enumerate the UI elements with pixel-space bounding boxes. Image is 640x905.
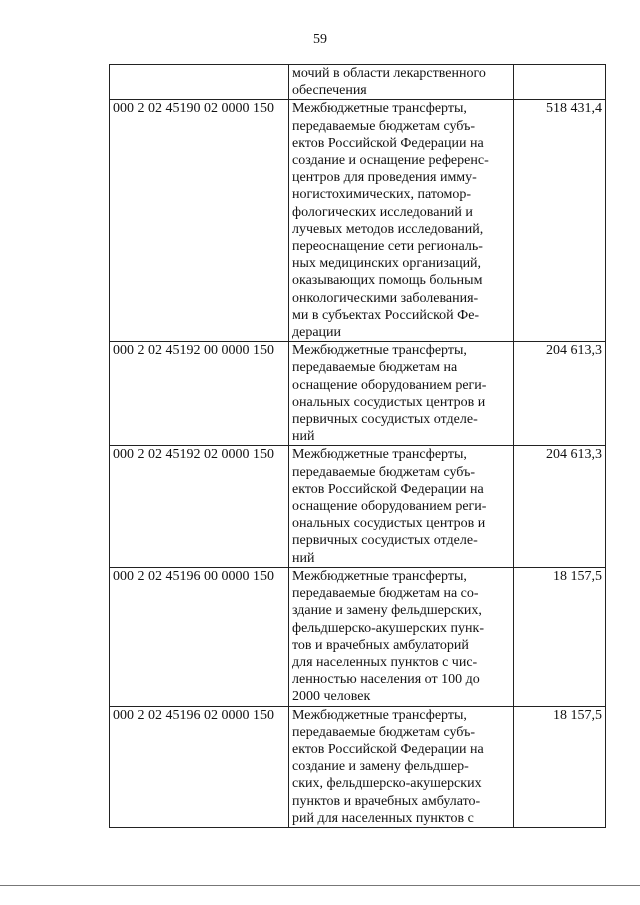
description-line: ленностью населения от 100 до [292,672,480,688]
description-cell [289,706,514,827]
description-cell [289,446,514,567]
description-line: создание и замену фельдшер- [292,759,469,775]
footer-rule [0,885,640,886]
description-cell [289,342,514,446]
description-line: рий для населенных пунктов с [292,810,474,826]
description-line: Межбюджетные трансферты, [292,568,467,584]
description-line: оказывающих помощь больным [292,273,483,289]
budget-code-cell: 000 2 02 45192 02 0000 150 [110,446,289,567]
description-line: первичных сосудистых отделе- [292,412,478,428]
description-line: оснащение оборудованием реги- [292,377,487,393]
description-line: пунктов и врачебных амбулато- [292,793,481,809]
budget-code-cell: 000 2 02 45190 02 0000 150 [110,100,289,342]
budget-table [109,64,606,828]
table-row [110,706,606,827]
description-line: ектов Российской Федерации на [292,481,484,497]
budget-code-cell: 000 2 02 45196 02 0000 150 [110,706,289,827]
table-row [110,446,606,567]
description-line: фологических исследований и [292,204,473,220]
amount-cell: 18 157,5 [514,567,606,706]
description-line: передаваемые бюджетам субъ- [292,724,475,740]
page-number: 59 [313,32,327,47]
budget-code-cell: 000 2 02 45196 00 0000 150 [110,567,289,706]
description-cell [289,567,514,706]
description-line: 2000 человек [292,689,371,705]
description-cell [289,100,514,342]
description-line: дерации [292,325,342,341]
description-line: мочий в области лекарственного [292,66,486,81]
description-line: тов и врачебных амбулаторий [292,637,469,653]
description-line: переоснащение сети региональ- [292,239,483,255]
budget-code-cell: 000 2 02 45192 00 0000 150 [110,342,289,446]
amount-cell: 18 157,5 [514,706,606,827]
amount-cell: 204 613,3 [514,446,606,567]
amount-cell: 518 431,4 [514,100,606,342]
description-line: передаваемые бюджетам субъ- [292,464,475,480]
description-line: ектов Российской Федерации на [292,741,484,757]
description-line: ональных сосудистых центров и [292,394,486,410]
description-line: центров для проведения имму- [292,170,477,186]
description-line: ональных сосудистых центров и [292,516,486,532]
description-line: Межбюджетные трансферты, [292,707,467,723]
description-line: ских, фельдшерско-акушерских [292,776,482,792]
table-body [110,65,606,828]
table-row [110,342,606,446]
description-line: Межбюджетные трансферты, [292,101,467,117]
description-line: передаваемые бюджетам на со- [292,586,479,602]
table-row [110,567,606,706]
description-line: ных медицинских организаций, [292,256,482,272]
description-line: ектов Российской Федерации на [292,135,484,151]
description-line: онкологическими заболевания- [292,290,479,306]
description-line: лучевых методов исследований, [292,221,484,237]
description-line: ний [292,429,315,445]
description-line: передаваемые бюджетам субъ- [292,118,475,134]
table-row [110,100,606,342]
table-row [110,65,606,100]
description-line: оснащение оборудованием реги- [292,499,487,515]
amount-cell [514,65,606,100]
description-line: здание и замену фельдшерских, [292,603,482,619]
description-line: передаваемые бюджетам на [292,360,458,376]
description-line: обеспечения [292,83,367,99]
description-line: Межбюджетные трансферты, [292,343,467,359]
amount-cell: 204 613,3 [514,342,606,446]
description-line: Межбюджетные трансферты, [292,447,467,463]
budget-code-cell [110,65,289,100]
description-line: фельдшерско-акушерских пунк- [292,620,485,636]
description-line: создание и оснащение референс- [292,153,489,169]
description-line: первичных сосудистых отделе- [292,533,478,549]
description-line: ногистохимических, патомор- [292,187,472,203]
description-line: для населенных пунктов с чис- [292,654,478,670]
description-cell [289,65,514,100]
description-line: ми в субъектах Российской Фе- [292,307,480,323]
description-line: ний [292,550,315,566]
